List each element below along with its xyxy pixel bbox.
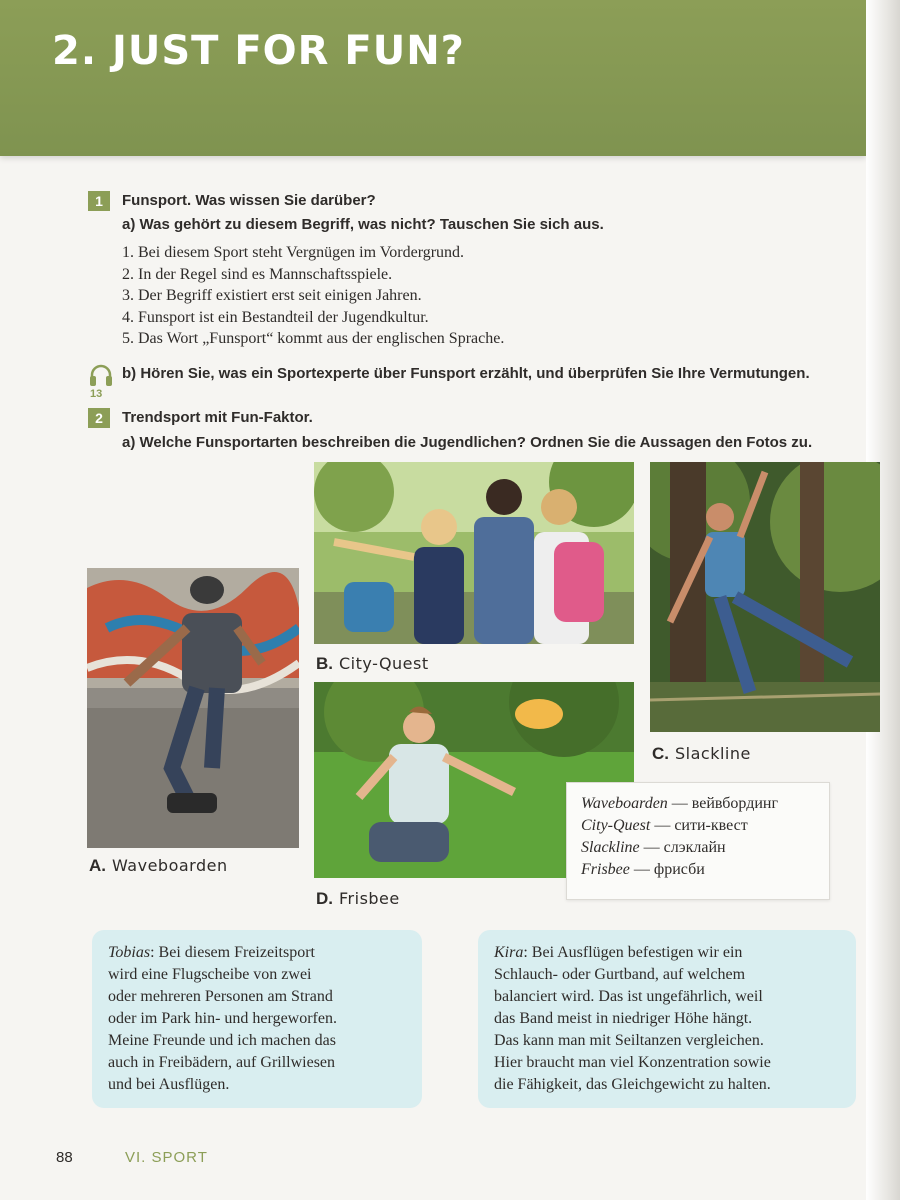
section-label: VI. SPORT bbox=[125, 1149, 208, 1166]
speech-line: Tobias: Bei diesem Freizeitsport bbox=[108, 944, 315, 961]
glossary-box bbox=[566, 782, 830, 900]
speech-line: oder mehreren Personen am Strand bbox=[108, 988, 333, 1005]
photo-waveboarding bbox=[87, 568, 299, 848]
speech-line: oder im Park hin- und hergeworfen. bbox=[108, 1010, 337, 1027]
speech-line: Hier braucht man viel Konzentration sowie bbox=[494, 1054, 771, 1071]
list-item: 1. Bei diesem Sport steht Vergnügen im Vordergrund. bbox=[122, 244, 465, 261]
caption-a: A. Waveboarden bbox=[89, 856, 228, 875]
task-number-2: 2 bbox=[88, 408, 110, 428]
photo-city-quest bbox=[314, 462, 634, 644]
speech-line: wird eine Flugscheibe von zwei bbox=[108, 966, 312, 983]
task-number-1: 1 bbox=[88, 191, 110, 211]
speech-line: Kira: Bei Ausflügen befestigen wir ein bbox=[494, 944, 743, 961]
caption-b: B. City-Quest bbox=[316, 654, 429, 673]
glossary-entry: City-Quest — сити-квест bbox=[581, 817, 748, 834]
speech-bubble-tobias bbox=[92, 930, 422, 1108]
speech-line: die Fähigkeit, das Gleichgewicht zu halten. bbox=[494, 1076, 771, 1093]
speaker-name: Kira bbox=[494, 944, 524, 961]
task-1-title: Funsport. Was wissen Sie darüber? bbox=[122, 192, 376, 209]
speaker-name: Tobias bbox=[108, 944, 151, 961]
speech-bubble-kira bbox=[478, 930, 856, 1108]
list-item: 2. In der Regel sind es Mannschaftsspiele. bbox=[122, 265, 393, 283]
speech-line: Meine Freunde und ich machen das bbox=[108, 1032, 336, 1049]
task-1a-instruction: a) Was gehört zu diesem Begriff, was nicht? Tauschen Sie sich aus. bbox=[122, 216, 604, 233]
chapter-title: 2. JUST FOR FUN? bbox=[52, 28, 465, 74]
list-item: 5. Das Wort „Funsport“ kommt aus der englischen Sprache. bbox=[122, 330, 505, 347]
speech-line: Das kann man mit Seiltanzen vergleichen. bbox=[494, 1032, 764, 1049]
glossary-entry: Waveboarden — вейвбординг bbox=[581, 795, 779, 812]
page-number: 88 bbox=[56, 1149, 73, 1166]
audio-marker bbox=[88, 362, 114, 402]
list-item: 3. Der Begriff existiert erst seit einigen Jahren. bbox=[122, 287, 422, 304]
photo-slackline bbox=[650, 462, 880, 732]
speech-line: balanciert wird. Das ist ungefährlich, weil bbox=[494, 988, 763, 1005]
glossary-entry: Slackline — слэклайн bbox=[581, 839, 726, 856]
statement-list bbox=[122, 242, 504, 350]
task-1b-instruction: b) Hören Sie, was ein Sportexperte über Funsport erzählt, und überprüfen Sie Ihre Vermutungen. bbox=[122, 365, 810, 382]
caption-d: D. Frisbee bbox=[316, 889, 400, 908]
task-2-title: Trendsport mit Fun-Faktor. bbox=[122, 409, 313, 426]
list-item: 4. Funsport ist ein Bestandteil der Jugendkultur. bbox=[122, 308, 429, 326]
glossary-entry: Frisbee — фрисби bbox=[581, 861, 705, 878]
speech-line: und bei Ausflügen. bbox=[108, 1076, 230, 1093]
audio-track-number: 13 bbox=[90, 388, 103, 400]
headphones-icon bbox=[88, 362, 114, 388]
task-2a-instruction: a) Welche Funsportarten beschreiben die Jugendlichen? Ordnen Sie die Aussagen den Fotos zu. bbox=[122, 434, 813, 451]
speech-line: das Band meist in niedriger Höhe hängt. bbox=[494, 1010, 753, 1027]
chapter-banner bbox=[0, 0, 866, 156]
caption-c: C. Slackline bbox=[652, 744, 751, 763]
speech-line: Schlauch- oder Gurtband, auf welchem bbox=[494, 966, 746, 983]
speech-line: auch in Freibädern, auf Grillwiesen bbox=[108, 1054, 336, 1071]
